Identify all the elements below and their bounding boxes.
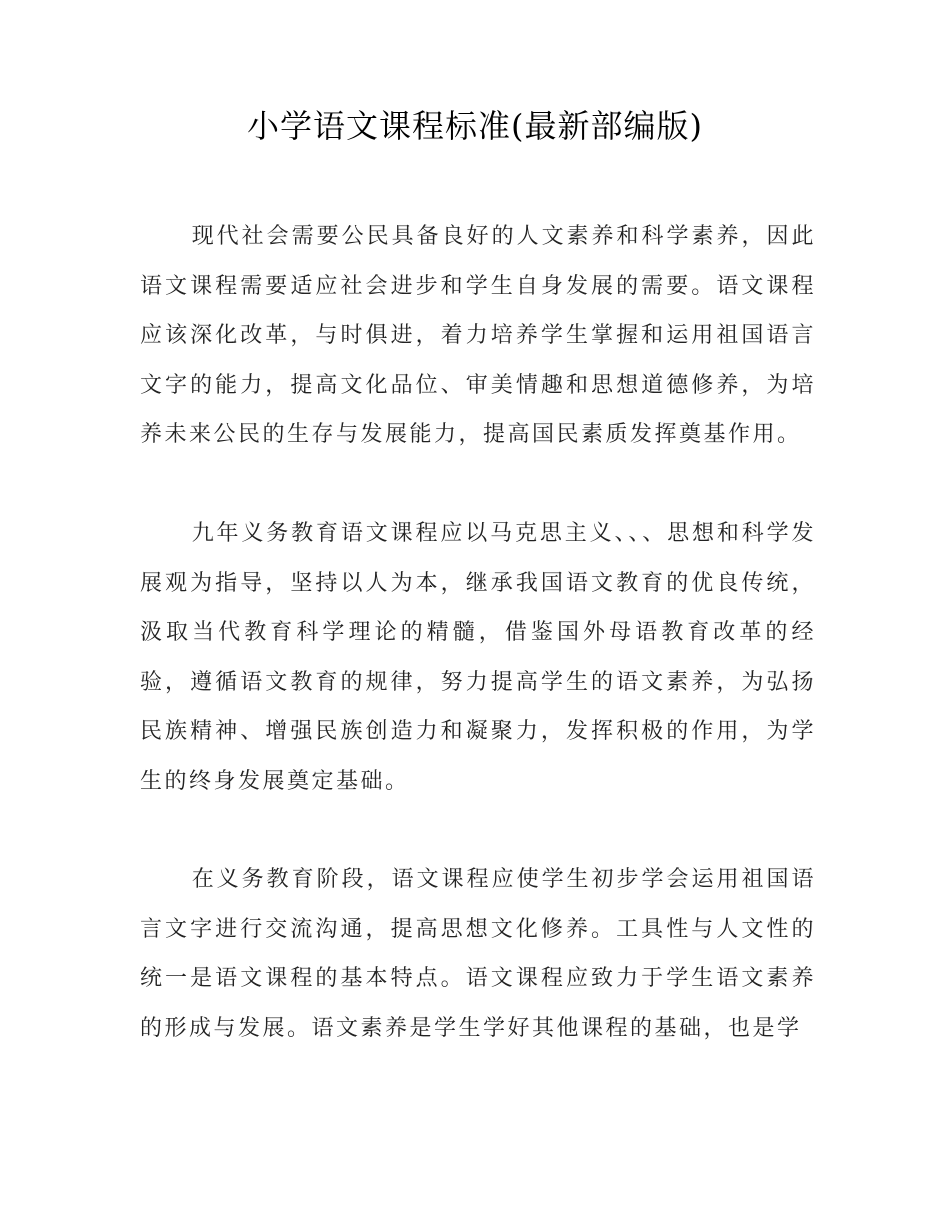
paragraph-2: 九年义务教育语文课程应以马克思主义、、、思想和科学发展观为指导，坚持以人为本，继承我国语文教育的优良传统，汲取当代教育科学理论的精髓，借鉴国外母语教育改革的经验，遵循语文教育的规律，努力提高学生的语文素养，为弘扬民族精神、增强民族创造力和凝聚力，发挥积极的作用，为学生的终身发展奠定基础。 (140, 521, 816, 794)
paragraph-1: 现代社会需要公民具备良好的人文素养和科学素养，因此语文课程需要适应社会进步和学生自身发展的需要。语文课程应该深化改革，与时俱进，着力培养学生掌握和运用祖国语言文字的能力，提高文化品位、审美情趣和思想道德修养，为培养未来公民的生存与发展能力，提高国民素质发挥奠基作用。 (140, 224, 816, 447)
paragraph-3: 在义务教育阶段，语文课程应使学生初步学会运用祖国语言文字进行交流沟通，提高思想文化修养。工具性与人文性的统一是语文课程的基本特点。语文课程应致力于学生语文素养的形成与发展。语文素养是学生学好其他课程的基础，也是学 (140, 867, 816, 1041)
document-title: 小学语文课程标准(最新部编版) (247, 107, 703, 145)
